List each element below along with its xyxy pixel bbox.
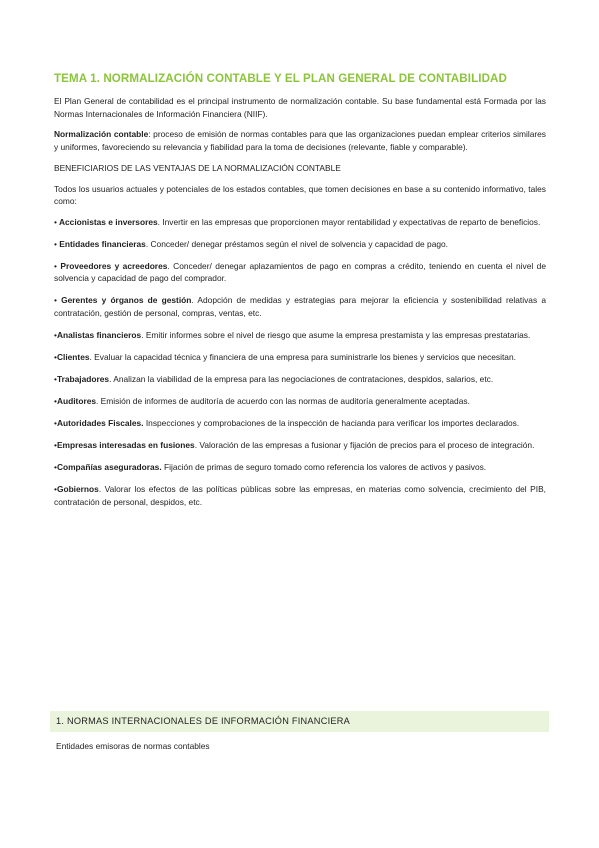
item-description: . Analizan la viabilidad de la empresa para las negociaciones de contrataciones, despidos, salarios, etc.: [109, 374, 494, 384]
item-description: Inspecciones y comprobaciones de la inspección de hacianda para verificar los importes declarados.: [143, 417, 520, 428]
beneficiarios-heading: BENEFICIARIOS DE LAS VENTAJAS DE LA NORMALIZACIÓN CONTABLE: [54, 162, 341, 173]
item-term: Accionistas e inversores: [56, 216, 158, 227]
item-term: Gobiernos: [56, 483, 99, 494]
bullet: •: [54, 352, 57, 363]
item-term: Autoridades Fiscales.: [56, 417, 144, 428]
bullet: •: [54, 295, 57, 306]
section-title: 1. NORMAS INTERNACIONALES DE INFORMACIÓN FINANCIERA: [56, 716, 351, 726]
bullet: •: [54, 483, 57, 494]
bullet: •: [54, 395, 57, 406]
bullet: •: [54, 417, 57, 428]
item-term: Auditores: [56, 395, 97, 406]
item-description: . Invertir en las empresas que proporcionen mayor rentabilidad y expectativas de reparto de beneficios.: [157, 216, 541, 227]
list-item: [54, 395, 546, 408]
list-item: [54, 439, 546, 452]
item-description: Fijación de primas de seguro tomado como referencia los valores de activos y pasivos.: [161, 461, 487, 472]
section-subheading: Entidades emisoras de normas contables: [56, 741, 210, 751]
item-description: . Emitir informes sobre el nivel de riesgo que asume la empresa prestamista y las empresas prestatarias.: [141, 330, 531, 341]
item-term: Empresas interesadas en fusiones: [56, 439, 195, 450]
item-term: Trabajadores: [56, 374, 110, 384]
list-item: [54, 260, 546, 285]
item-description: . Emisión de informes de auditoría de acuerdo con las normas de auditoría generalmente aceptadas.: [96, 395, 470, 406]
page-content: [54, 72, 546, 518]
list-item: [54, 417, 546, 430]
item-term: Compañías aseguradoras.: [56, 461, 162, 472]
bullet: •: [54, 330, 57, 341]
list-item: [54, 238, 546, 251]
item-term: Entidades financieras: [56, 238, 146, 249]
list-item: [54, 216, 546, 229]
item-description: . Conceder/ denegar aplazamientos de pago en compras a crédito, teniendo en cuenta el nivel de solvencia y capacidad de pago del comprador.: [54, 260, 547, 284]
page-title: TEMA 1. NORMALIZACIÓN CONTABLE Y EL PLAN GENERAL DE CONTABILIDAD: [54, 72, 507, 85]
item-term: Gerentes y órganos de gestión: [56, 295, 192, 306]
bullet: •: [54, 216, 57, 227]
list-item: [54, 294, 546, 319]
list-item: [54, 483, 546, 508]
item-description: . Adopción de medidas y estrategias para mejorar la eficiencia y sostenibilidad relativas a contratación, gestión de personal, compras, ventas, etc.: [54, 295, 546, 319]
beneficiarios-intro: Todos los usuarios actuales y potenciales de los estados contables, que tomen decisiones en base a su contenido informativo, tales como:: [54, 183, 546, 207]
normalizacion-definition: : proceso de emisión de normas contables para que las organizaciones puedan emplear criterios similares y uniformes, favoreciendo su relevancia y fiabilidad para la toma de decisiones (relevante, fiable y comparable).: [54, 129, 546, 152]
item-description: . Conceder/ denegar préstamos según el nivel de solvencia y capacidad de pago.: [145, 238, 449, 249]
list-item: [54, 351, 546, 364]
item-term: Clientes: [56, 352, 90, 363]
item-description: . Valorar los efectos de las políticas públicas sobre las empresas, en materias como solvencia, crecimiento del PIB, contratación de personal, despidos, etc.: [54, 483, 546, 507]
bullet: •: [54, 260, 57, 271]
bullet: •: [54, 238, 57, 249]
list-item: [54, 373, 546, 386]
item-description: . Valoración de las empresas a fusionar y fijación de precios para el proceso de integración.: [194, 439, 535, 450]
normalizacion-term: Normalización contable: [54, 129, 149, 140]
normalizacion-paragraph: [54, 128, 546, 153]
list-item: [54, 461, 546, 474]
item-description: . Evaluar la capacidad técnica y financiera de una empresa para suministrarle los bienes y servicios que necesitan.: [89, 352, 516, 363]
item-term: Proveedores y acreedores: [56, 260, 168, 271]
bullet: •: [54, 374, 57, 384]
intro-paragraph: El Plan General de contabilidad es el principal instrumento de normalización contable. Su base fundamental está Formada por las Normas Internacionales de Información Financiera (NIIF).: [54, 96, 546, 119]
bullet: •: [54, 461, 57, 472]
item-term: Analistas financieros: [56, 330, 142, 341]
list-item: [54, 329, 546, 342]
bullet: •: [54, 439, 57, 450]
